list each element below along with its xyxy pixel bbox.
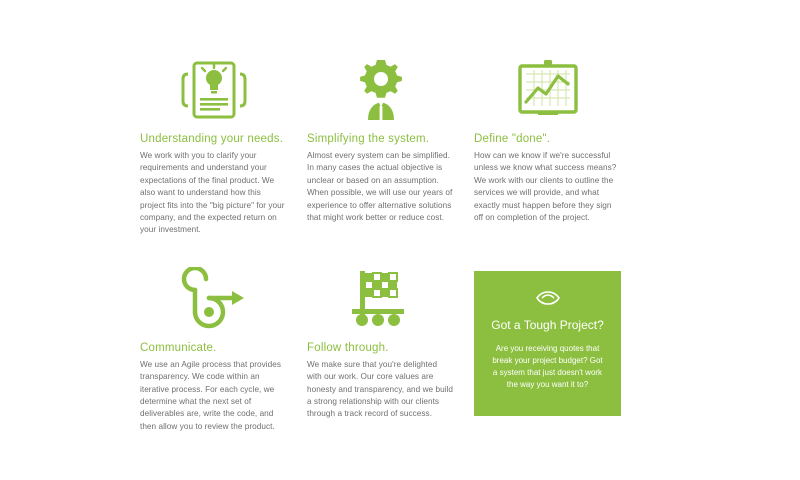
card-body: We work with you to clarify your requirements and understand your expectations of the final product. We also want to understand how this project fits into the "big picture" for your company, and the expected return on your investment. bbox=[140, 151, 285, 235]
promo-text: Are you receiving quotes that break your project budget? Got a system that just doesn't work the way you want it to? bbox=[492, 343, 603, 389]
card-title: Communicate. bbox=[140, 341, 217, 354]
card-body: Almost every system can be simplified. In many cases the actual objective is unclear or based on an assumption. When possible, we will use our years of experience to offer alternative solutions that might work better or reduce cost. bbox=[307, 151, 453, 223]
section-card-understanding bbox=[140, 50, 287, 237]
card-body: We make sure that you're delighted with our work. Our core values are honesty and transparency, and we build a strong relationship with our clients through a track record of success. bbox=[307, 359, 454, 419]
section-card-communicate bbox=[140, 259, 287, 433]
card-title: Understanding your needs. bbox=[140, 133, 284, 145]
card-title: Follow through. bbox=[307, 341, 389, 354]
section-card-follow-through bbox=[307, 259, 454, 421]
section-card-simplifying bbox=[307, 50, 454, 224]
card-title: Define "done". bbox=[474, 133, 551, 145]
section-row-bottom bbox=[140, 259, 660, 433]
speech-bubbles-arrow-icon bbox=[140, 259, 287, 331]
card-body: We use an Agile process that provides transparency. We code within an iterative process. For each cycle, we determine what the next set of deliverables are, write the code, and then allow you to review the product. bbox=[140, 359, 281, 431]
chart-board-icon bbox=[474, 50, 621, 122]
checkered-flag-icon bbox=[307, 259, 454, 331]
content-grid bbox=[140, 50, 660, 433]
handshake-icon bbox=[535, 289, 561, 312]
lightbulb-document-icon bbox=[140, 50, 287, 122]
card-title: Simplifying the system. bbox=[307, 133, 430, 145]
promo-box[interactable] bbox=[474, 271, 621, 416]
section-card-define-done bbox=[474, 50, 621, 224]
card-body: How can we know if we're successful unless we know what success means? We work with our clients to outline the services we will provide, and what exactly must happen before they sign off on completion of the project. bbox=[474, 151, 617, 223]
promo-card[interactable] bbox=[474, 259, 621, 416]
gear-person-icon bbox=[307, 50, 454, 122]
section-row-top bbox=[140, 50, 660, 237]
promo-title: Got a Tough Project? bbox=[491, 317, 604, 332]
